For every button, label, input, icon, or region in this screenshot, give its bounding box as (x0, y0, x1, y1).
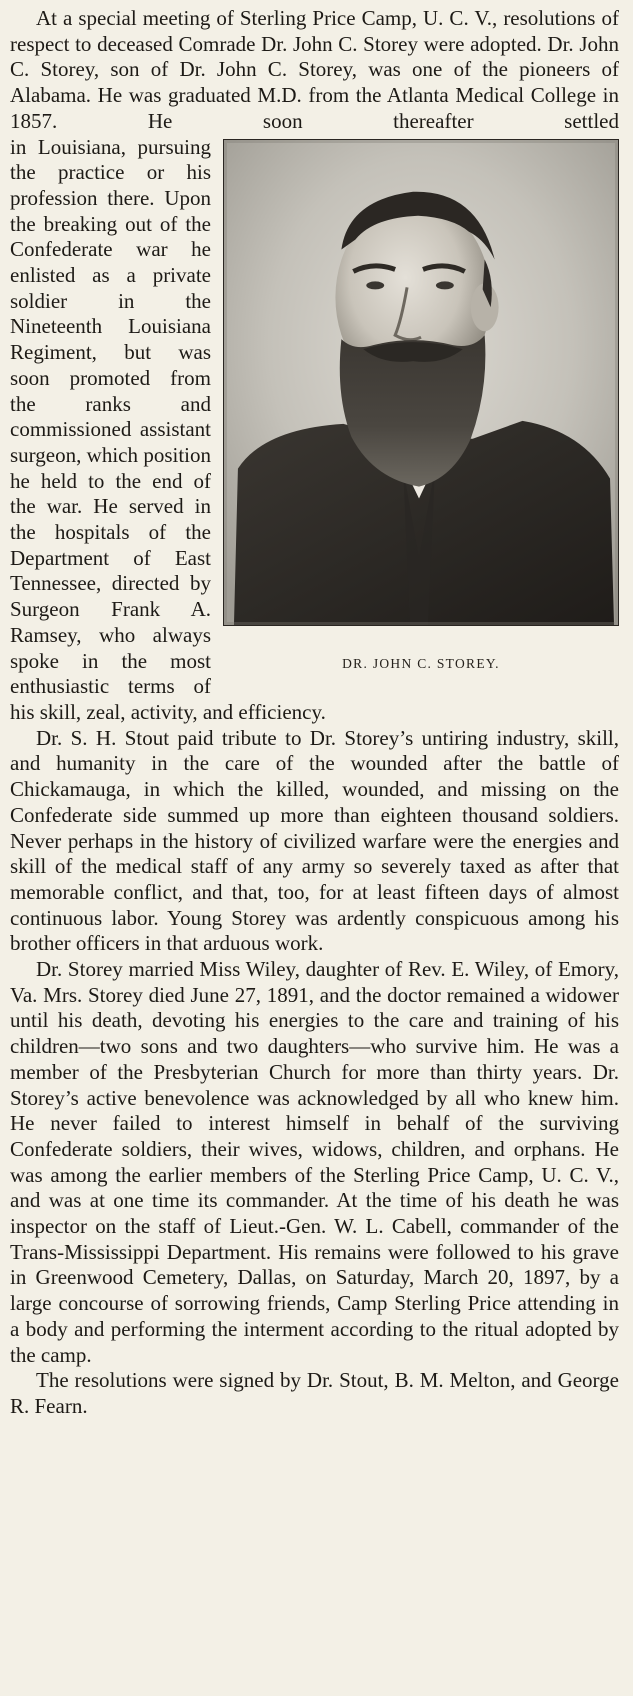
article-paragraph-1 (10, 6, 619, 135)
paragraph-4-text: The resolutions were signed by Dr. Stout, B. M. Melton, and George R. Fearn. (10, 1368, 619, 1418)
article-paragraph-3 (10, 957, 619, 1368)
paragraph-1-body: in Louisiana, pursuing the practice or his profession there. Upon the breaking out of the Confederate war he enlisted as a private soldier in the Nineteenth Louisiana Regiment, but was soon promoted from the ranks and commissioned assistant surgeon, which position he held to the end of the war. He served in the hospitals of the Department of East Tennessee, directed by Surgeon Frank A. Ramsey, who always spoke in the most enthusiastic terms of his skill, zeal, activity, and efficiency. (10, 134, 326, 724)
paragraph-1-lead: At a special meeting of Sterling Price Camp, U. C. V., resolutions of respect to deceased Comrade Dr. John C. Storey were adopted. Dr. John C. Storey, son of Dr. John C. Storey, was one of the pioneers of Alabama. He was graduated M.D. from the Atlanta Medical College in 1857. He soon thereafter settled (10, 6, 619, 133)
paragraph-3-text: Dr. Storey married Miss Wiley, daughter of Rev. E. Wiley, of Emory, Va. Mrs. Storey died June 27, 1891, and the doctor remained a widower until his death, devoting his energies to the care and training of his children—two sons and two daughters—who survive him. He was a member of the Presbyterian Church for more than thirty years. Dr. Storey’s active benevolence was acknowledged by all who knew him. He never failed to interest himself in behalf of the surviving Confederate soldiers, their wives, widows, children, and orphans. He was among the earlier members of the Sterling Price Camp, U. C. V., and was at one time its commander. At the time of his death he was inspector on the staff of Lieut.-Gen. W. L. Cabell, commander of the Trans-Mississippi Department. His remains were followed to his grave in Greenwood Cemetery, Dallas, on Saturday, March 20, 1897, by a large concourse of sorrowing friends, Camp Sterling Price attending in a body and performing the interment according to the ritual adopted by the camp. (10, 957, 619, 1367)
paragraph-2-text: Dr. S. H. Stout paid tribute to Dr. Storey’s untiring industry, skill, and humanity in the care of the wounded after the battle of Chickamauga, in which the killed, wounded, and missing on the Confederate side summed up more than eighteen thousand soldiers. Never perhaps in the history of civilized warfare were the energies and skill of the medical staff of any army so severely taxed as after that memorable conflict, and that, too, for at least fifteen days of almost continuous labor. Young Storey was ardently conspicuous among his brother officers in that arduous work. (10, 725, 619, 956)
article-page (10, 6, 619, 1420)
portrait-image (224, 140, 618, 625)
article-paragraph-2 (10, 726, 619, 957)
portrait-figure (223, 139, 619, 677)
portrait-photograph (223, 139, 619, 626)
portrait-caption: DR. JOHN C. STOREY. (342, 655, 500, 671)
article-paragraph-4 (10, 1368, 619, 1419)
article-paragraph-1-wrap (10, 135, 619, 726)
